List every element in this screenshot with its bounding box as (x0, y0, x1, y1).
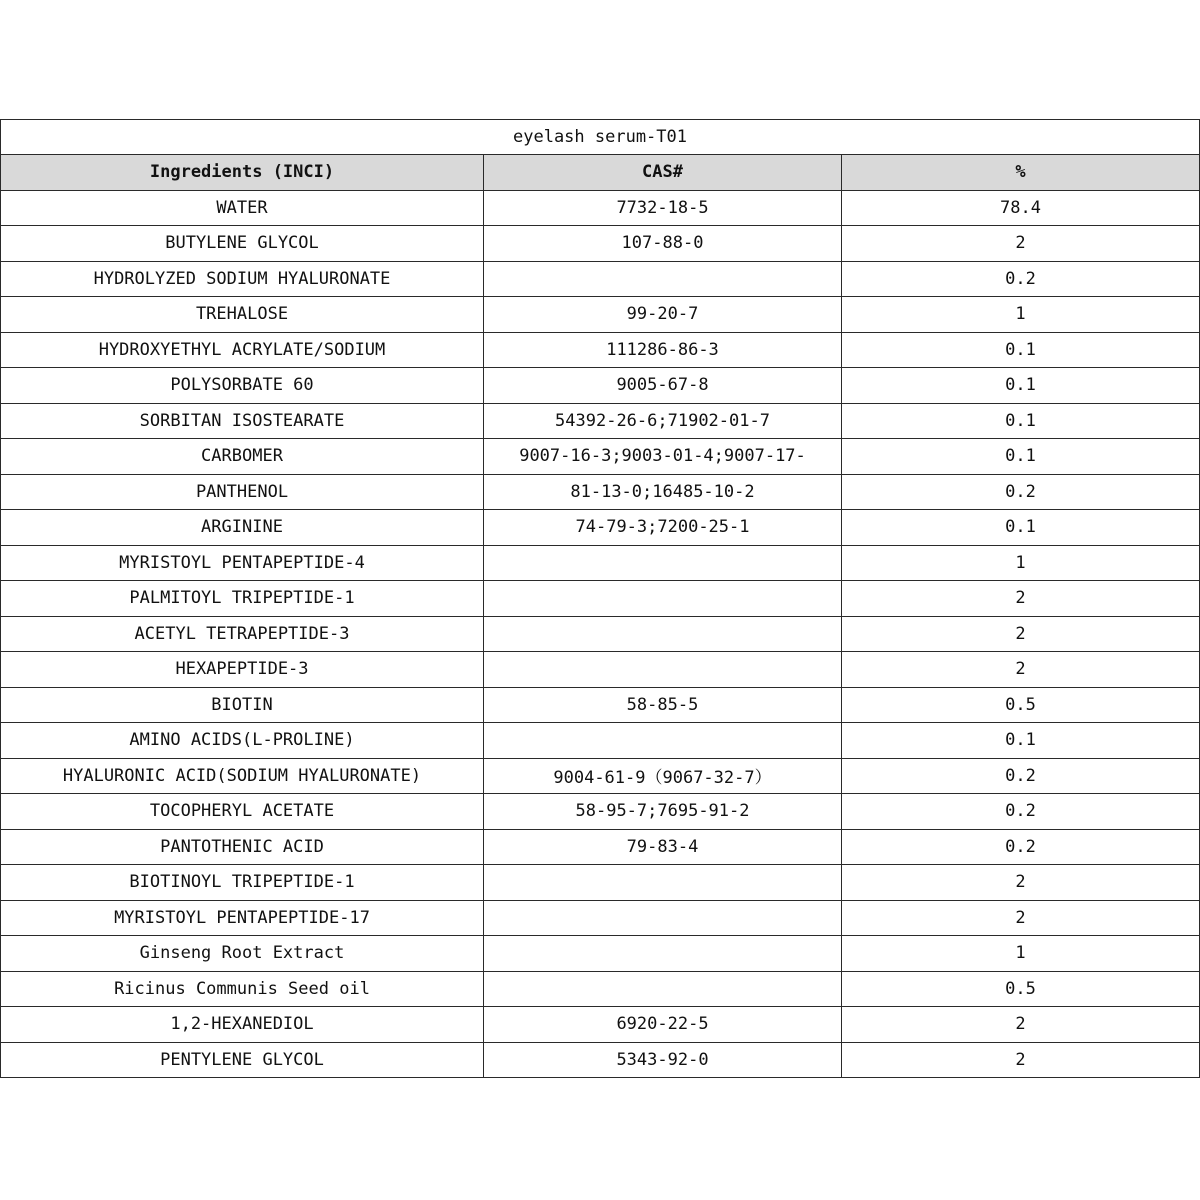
percent-cell: 2 (842, 865, 1200, 901)
table-row (1, 474, 1200, 510)
ingredient-cell: WATER (1, 190, 484, 226)
table-row (1, 545, 1200, 581)
table-row (1, 510, 1200, 546)
ingredient-cell: PANTHENOL (1, 474, 484, 510)
table-body (1, 190, 1200, 1078)
percent-cell: 0.1 (842, 403, 1200, 439)
ingredient-cell: PENTYLENE GLYCOL (1, 1042, 484, 1078)
cas-cell (484, 900, 842, 936)
percent-cell: 2 (842, 1042, 1200, 1078)
cas-cell: 74-79-3;7200-25-1 (484, 510, 842, 546)
percent-cell: 2 (842, 652, 1200, 688)
table-row (1, 403, 1200, 439)
table-row (1, 900, 1200, 936)
ingredient-cell: Ginseng Root Extract (1, 936, 484, 972)
percent-cell: 0.1 (842, 510, 1200, 546)
table-row (1, 226, 1200, 262)
percent-cell: 0.2 (842, 474, 1200, 510)
table-row (1, 190, 1200, 226)
table-row (1, 865, 1200, 901)
cas-cell: 9007-16-3;9003-01-4;9007-17- (484, 439, 842, 475)
percent-cell: 0.1 (842, 439, 1200, 475)
ingredient-cell: HEXAPEPTIDE-3 (1, 652, 484, 688)
percent-cell: 0.1 (842, 723, 1200, 759)
cas-cell: 111286-86-3 (484, 332, 842, 368)
ingredient-cell: HYDROXYETHYL ACRYLATE/SODIUM (1, 332, 484, 368)
table-row (1, 1042, 1200, 1078)
percent-cell: 0.2 (842, 261, 1200, 297)
percent-cell: 0.5 (842, 687, 1200, 723)
table-row (1, 581, 1200, 617)
cas-cell: 54392-26-6;71902-01-7 (484, 403, 842, 439)
percent-cell: 1 (842, 297, 1200, 333)
ingredient-cell: 1,2-HEXANEDIOL (1, 1007, 484, 1043)
percent-cell: 0.2 (842, 794, 1200, 830)
table-row (1, 794, 1200, 830)
header-ingredients: Ingredients (INCI) (1, 155, 484, 191)
ingredient-cell: ARGININE (1, 510, 484, 546)
cas-cell: 107-88-0 (484, 226, 842, 262)
ingredient-cell: AMINO ACIDS(L-PROLINE) (1, 723, 484, 759)
ingredient-cell: HYDROLYZED SODIUM HYALURONATE (1, 261, 484, 297)
percent-cell: 0.2 (842, 758, 1200, 794)
table-row (1, 297, 1200, 333)
cas-cell (484, 545, 842, 581)
cas-cell: 5343-92-0 (484, 1042, 842, 1078)
ingredient-cell: SORBITAN ISOSTEARATE (1, 403, 484, 439)
cas-cell: 99-20-7 (484, 297, 842, 333)
cas-cell: 9005-67-8 (484, 368, 842, 404)
table-row (1, 652, 1200, 688)
table-row (1, 261, 1200, 297)
cas-cell: 58-85-5 (484, 687, 842, 723)
cas-cell: 58-95-7;7695-91-2 (484, 794, 842, 830)
percent-cell: 2 (842, 226, 1200, 262)
percent-cell: 0.5 (842, 971, 1200, 1007)
table-row (1, 829, 1200, 865)
percent-cell: 0.1 (842, 368, 1200, 404)
ingredient-cell: ACETYL TETRAPEPTIDE-3 (1, 616, 484, 652)
ingredient-cell: HYALURONIC ACID(SODIUM HYALURONATE) (1, 758, 484, 794)
ingredient-cell: TOCOPHERYL ACETATE (1, 794, 484, 830)
cas-cell (484, 865, 842, 901)
table-header-row (1, 155, 1200, 191)
percent-cell: 0.1 (842, 332, 1200, 368)
cas-cell: 9004-61-9（9067-32-7） (484, 758, 842, 794)
table-row (1, 687, 1200, 723)
table-row (1, 758, 1200, 794)
percent-cell: 2 (842, 616, 1200, 652)
cas-cell (484, 616, 842, 652)
cas-cell (484, 971, 842, 1007)
ingredient-cell: PALMITOYL TRIPEPTIDE-1 (1, 581, 484, 617)
cas-cell: 6920-22-5 (484, 1007, 842, 1043)
ingredient-cell: POLYSORBATE 60 (1, 368, 484, 404)
ingredient-cell: BUTYLENE GLYCOL (1, 226, 484, 262)
table-title: eyelash serum-T01 (1, 120, 1200, 155)
ingredient-cell: MYRISTOYL PENTAPEPTIDE-4 (1, 545, 484, 581)
cas-cell (484, 581, 842, 617)
ingredient-cell: CARBOMER (1, 439, 484, 475)
table-row (1, 1007, 1200, 1043)
table-row (1, 616, 1200, 652)
table-row (1, 723, 1200, 759)
table-row (1, 439, 1200, 475)
percent-cell: 1 (842, 936, 1200, 972)
percent-cell: 78.4 (842, 190, 1200, 226)
ingredient-cell: PANTOTHENIC ACID (1, 829, 484, 865)
table-row (1, 368, 1200, 404)
ingredient-cell: TREHALOSE (1, 297, 484, 333)
ingredient-cell: BIOTIN (1, 687, 484, 723)
percent-cell: 2 (842, 1007, 1200, 1043)
table-row (1, 936, 1200, 972)
cas-cell: 7732-18-5 (484, 190, 842, 226)
cas-cell (484, 723, 842, 759)
header-cas: CAS# (484, 155, 842, 191)
table-row (1, 332, 1200, 368)
header-percent: % (842, 155, 1200, 191)
ingredient-cell: Ricinus Communis Seed oil (1, 971, 484, 1007)
cas-cell: 79-83-4 (484, 829, 842, 865)
table-title-row (1, 120, 1200, 155)
cas-cell (484, 261, 842, 297)
percent-cell: 2 (842, 581, 1200, 617)
percent-cell: 2 (842, 900, 1200, 936)
percent-cell: 1 (842, 545, 1200, 581)
ingredients-table (0, 119, 1200, 1078)
cas-cell (484, 652, 842, 688)
ingredient-cell: MYRISTOYL PENTAPEPTIDE-17 (1, 900, 484, 936)
ingredient-cell: BIOTINOYL TRIPEPTIDE-1 (1, 865, 484, 901)
cas-cell: 81-13-0;16485-10-2 (484, 474, 842, 510)
cas-cell (484, 936, 842, 972)
percent-cell: 0.2 (842, 829, 1200, 865)
table-row (1, 971, 1200, 1007)
